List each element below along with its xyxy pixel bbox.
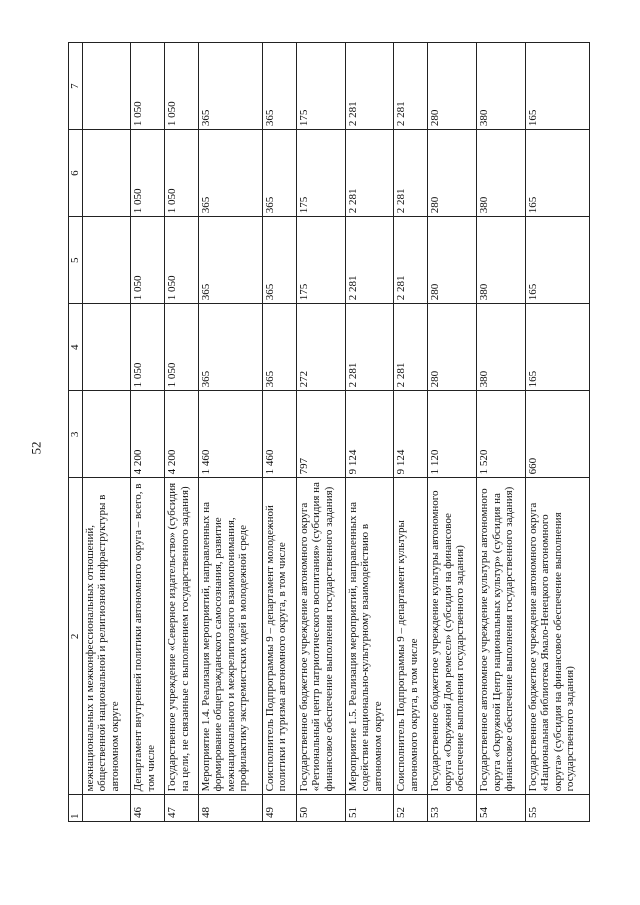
table-row (165, 43, 199, 822)
table-row (525, 43, 589, 822)
value-cell: 165 (525, 217, 589, 304)
header-cell: 7 (69, 43, 83, 130)
value-cell: 1 050 (131, 43, 165, 130)
row-name: Государственное бюджетное учреждение автономного округа «Национальная библиотека Ямало-Ненецкого автономного округа» (субсидия на финансовое обеспечение выполнения государственного задания) (525, 478, 589, 795)
row-number: 48 (198, 795, 262, 822)
page-number: 52 (28, 441, 44, 455)
row-number: 47 (165, 795, 199, 822)
value-cell: 165 (525, 43, 589, 130)
header-cell: 5 (69, 217, 83, 304)
header-cell: 6 (69, 130, 83, 217)
value-cell: 2 281 (394, 217, 428, 304)
header-cell: 2 (69, 478, 83, 795)
row-name: Соисполнитель Подпрограммы 9 – департамент культуры автономного округа, в том числе (394, 478, 428, 795)
value-cell: 175 (296, 130, 345, 217)
row-number: 51 (345, 795, 394, 822)
value-cell: 365 (262, 130, 296, 217)
value-cell: 272 (296, 304, 345, 391)
value-cell: 365 (198, 304, 262, 391)
value-cell: 4 200 (131, 391, 165, 478)
table-row (198, 43, 262, 822)
value-cell: 365 (198, 43, 262, 130)
row-number: 46 (131, 795, 165, 822)
value-cell: 380 (477, 304, 526, 391)
value-cell: 365 (262, 217, 296, 304)
value-cell: 2 281 (345, 43, 394, 130)
value-cell: 1 520 (477, 391, 526, 478)
value-cell: 2 281 (345, 304, 394, 391)
value-cell: 1 120 (428, 391, 477, 478)
value-cell: 380 (477, 43, 526, 130)
row-name: Государственное бюджетное учреждение культуры автономного округа «Окружной Дом ремесел» (субсидия на финансовое обеспечение выполнения государственного задания) (428, 478, 477, 795)
value-cell: 1 050 (131, 304, 165, 391)
value-cell: 2 281 (394, 43, 428, 130)
value-cell: 365 (262, 43, 296, 130)
value-cell: 1 050 (131, 130, 165, 217)
row-number: 53 (428, 795, 477, 822)
table-row (296, 43, 345, 822)
table-row (131, 43, 165, 822)
value-cell: 165 (525, 130, 589, 217)
row-number: 50 (296, 795, 345, 822)
row-number: 55 (525, 795, 589, 822)
table-row (82, 43, 131, 822)
value-cell: 660 (525, 391, 589, 478)
value-cell: 2 281 (394, 304, 428, 391)
value-cell: 280 (428, 130, 477, 217)
row-number: 52 (394, 795, 428, 822)
value-cell: 2 281 (394, 130, 428, 217)
table-row (345, 43, 394, 822)
value-cell: 1 050 (165, 130, 199, 217)
header-cell: 4 (69, 304, 83, 391)
header-cell: 3 (69, 391, 83, 478)
row-name: Государственное учреждение «Северное издательство» (субсидия на цели, не связанные с выполнением государственного задания) (165, 478, 199, 795)
value-cell: 9 124 (394, 391, 428, 478)
row-name: Государственное автономное учреждение культуры автономного округа «Окружной Центр национальных культур» (субсидия на финансовое обеспечение выполнения государственного задания) (477, 478, 526, 795)
row-number: 54 (477, 795, 526, 822)
table-frame (68, 42, 590, 822)
value-cell: 1 050 (131, 217, 165, 304)
value-cell: 4 200 (165, 391, 199, 478)
value-cell: 1 050 (165, 304, 199, 391)
value-cell: 1 460 (198, 391, 262, 478)
row-name: Мероприятие 1.4. Реализация мероприятий, направленных на формирование общегражданского самосознания, развитие межнационального и межрелигиозного взаимопонимания, профилактику экстремистских идей в молодежной среде (198, 478, 262, 795)
value-cell: 365 (198, 217, 262, 304)
value-cell: 365 (262, 304, 296, 391)
value-cell: 1 050 (165, 217, 199, 304)
row-name: Департамент внутренней политики автономного округа – всего, в том числе (131, 478, 165, 795)
header-row (69, 43, 83, 822)
table-row (477, 43, 526, 822)
value-cell: 380 (477, 217, 526, 304)
value-cell: 280 (428, 217, 477, 304)
value-cell (82, 217, 131, 304)
value-cell: 175 (296, 43, 345, 130)
value-cell: 280 (428, 43, 477, 130)
value-cell (82, 43, 131, 130)
value-cell: 2 281 (345, 217, 394, 304)
table-row (394, 43, 428, 822)
table-row (428, 43, 477, 822)
value-cell (82, 130, 131, 217)
value-cell: 9 124 (345, 391, 394, 478)
row-name: Соисполнитель Подпрограммы 9 – департамент молодежной политики и туризма автономного округа, в том числе (262, 478, 296, 795)
row-number (82, 795, 131, 822)
value-cell: 175 (296, 217, 345, 304)
value-cell: 797 (296, 391, 345, 478)
value-cell: 365 (198, 130, 262, 217)
value-cell: 380 (477, 130, 526, 217)
row-name: межнациональных и межконфессиональных отношений, общественной национальной и религиозной инфраструктуры в автономном округе (82, 478, 131, 795)
value-cell (82, 391, 131, 478)
row-number: 49 (262, 795, 296, 822)
row-name: Мероприятие 1.5. Реализация мероприятий, направленных на содействие национально-культурному взаимодействию в автономном округе (345, 478, 394, 795)
budget-table (68, 42, 590, 822)
value-cell: 165 (525, 304, 589, 391)
header-cell: 1 (69, 795, 83, 822)
value-cell: 1 460 (262, 391, 296, 478)
value-cell (82, 304, 131, 391)
value-cell: 1 050 (165, 43, 199, 130)
value-cell: 280 (428, 304, 477, 391)
table-row (262, 43, 296, 822)
row-name: Государственное бюджетное учреждение автономного округа «Региональный центр патриотического воспитания» (субсидия на финансовое обеспечение выполнения государственного задания) (296, 478, 345, 795)
value-cell: 2 281 (345, 130, 394, 217)
